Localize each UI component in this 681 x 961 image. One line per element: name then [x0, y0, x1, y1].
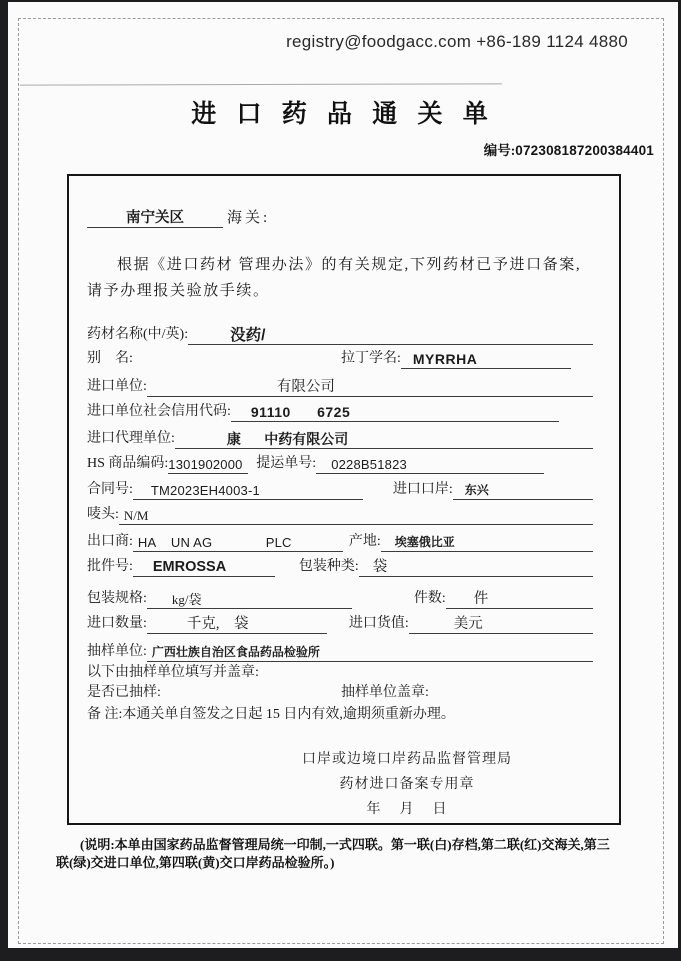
sampling-unit-value: 广西壮族自治区食品药品检验所 [151, 645, 320, 659]
sampled-seal-row [87, 683, 593, 703]
pieces-label: 件数: [413, 591, 446, 606]
sampling-seal-label: 抽样单位盖章: [341, 685, 429, 700]
customs-region-field [87, 208, 223, 228]
quantity-value: 千克, 袋 [186, 616, 249, 632]
customs-office-row [87, 204, 593, 228]
origin-label: 产地: [348, 534, 381, 549]
agent-field [175, 429, 593, 449]
credit-code-field [231, 402, 559, 422]
signature-block [285, 747, 529, 822]
quantity-label: 进口数量: [87, 616, 147, 631]
sampled-label: 是否已抽样: [87, 685, 161, 700]
sampling-unit-field [147, 642, 593, 662]
package-type-value: 袋 [372, 559, 388, 575]
customs-region-value: 南宁关区 [126, 210, 184, 226]
approval-no-label: 批件号: [87, 559, 133, 574]
pieces-value: 件 [473, 591, 489, 607]
package-type-field [359, 557, 593, 577]
port-value: 东兴 [464, 483, 489, 497]
goods-value-field [409, 614, 593, 634]
field-row-contract-port [87, 478, 593, 500]
field-row-drug-name [87, 323, 593, 345]
form-box [67, 174, 621, 825]
quantity-field [147, 614, 327, 634]
header-divider-line [20, 83, 502, 85]
agent-label: 进口代理单位: [87, 431, 175, 446]
intro-paragraph: 根据《进口药材 管理办法》的有关规定,下列药材已予进口备案,请予办理报关验放手续。 [87, 257, 582, 299]
field-row-shipping-mark [87, 503, 593, 525]
field-row-importer [87, 375, 593, 397]
footer-instructions: (说明:本单由国家药品监督管理局统一印制,一式四联。第一联(白)存档,第二联(红)交海关,第三联(绿)交进口单位,第四联(黄)交口岸药品检验所。) [56, 837, 610, 870]
bill-no-value: 0228B51823 [331, 457, 407, 472]
field-row-quantity-value [87, 612, 593, 634]
sampling-section-note [87, 663, 593, 683]
field-row-exporter-origin [87, 530, 593, 552]
drug-name-field [188, 325, 593, 345]
shipping-mark-value: N/M [123, 508, 149, 523]
field-row-credit-code [87, 400, 593, 422]
package-spec-field [147, 589, 352, 609]
approval-no-value: EMROSSA [152, 559, 227, 575]
origin-field [381, 532, 593, 552]
goods-value-value: 美元 [453, 616, 483, 632]
latin-name-field [401, 349, 571, 369]
date-line: 年 月 日 [366, 802, 448, 817]
hs-code-value: 1301902000 [168, 457, 243, 472]
exporter-value: HA UN AG PLC [137, 535, 292, 550]
latin-name-label: 拉丁学名: [341, 351, 401, 366]
drug-name-label: 药材名称(中/英): [87, 327, 189, 342]
authority-name: 口岸或边境口岸药品监督管理局 [302, 752, 512, 767]
serial-number: 072308187200384401 [515, 143, 654, 158]
bill-no-label: 提运单号: [256, 456, 317, 471]
field-row-hs-bill [87, 452, 593, 474]
port-label: 进口口岸: [392, 482, 453, 497]
package-type-label: 包装种类: [298, 559, 359, 574]
document-title: 进 口 药 品 通 关 单 [191, 101, 495, 128]
field-row-spec-pieces [87, 587, 593, 609]
bill-no-field [316, 454, 544, 474]
field-row-sampling-unit [87, 640, 593, 662]
remark-text: 本通关单自签发之日起 15 日内有效,逾期须重新办理。 [122, 707, 455, 722]
field-row-agent [87, 427, 593, 449]
field-row-alias-latin [87, 347, 593, 369]
port-field [453, 480, 593, 500]
seal-name: 药材进口备案专用章 [339, 777, 475, 792]
shipping-mark-field [119, 505, 593, 525]
latin-name-value: MYRRHA [412, 351, 478, 367]
contract-no-value: TM2023EH4003-1 [150, 483, 260, 498]
hs-code-label: HS 商品编码: [87, 456, 169, 471]
package-spec-value: kg/袋 [171, 592, 202, 607]
alias-label: 别 名: [87, 351, 133, 366]
importer-field [147, 377, 593, 397]
serial-label: 编号: [483, 143, 516, 158]
drug-name-value: 没药/ [230, 327, 266, 344]
agent-value: 康 中药有限公司 [226, 431, 349, 447]
contract-no-label: 合同号: [87, 482, 133, 497]
exporter-label: 出口商: [87, 534, 133, 549]
credit-code-label: 进口单位社会信用代码: [87, 404, 231, 419]
remark-row [87, 705, 593, 725]
package-spec-label: 包装规格: [87, 591, 147, 606]
exporter-field [133, 532, 343, 552]
credit-code-value: 91110 6725 [250, 404, 351, 420]
goods-value-label: 进口货值: [348, 616, 409, 631]
scanned-document-page [8, 2, 678, 948]
customs-suffix-label: 海关: [227, 210, 271, 226]
sampling-section-text: 以下由抽样单位填写并盖章: [87, 665, 259, 680]
pieces-field [446, 589, 593, 609]
importer-value: 有限公司 [276, 379, 335, 395]
contact-header: registry@foodgacc.com +86-189 1124 4880 [286, 32, 628, 51]
serial-number-line [8, 139, 678, 159]
hs-code-field [168, 454, 248, 474]
approval-no-field [133, 557, 275, 577]
origin-value: 埃塞俄比亚 [394, 535, 455, 549]
sampling-unit-label: 抽样单位: [87, 644, 147, 659]
field-row-approval-package [87, 555, 593, 577]
remark-label: 备 注: [87, 707, 123, 722]
contract-no-field [133, 480, 363, 500]
shipping-mark-label: 唛头: [87, 507, 119, 522]
importer-label: 进口单位: [87, 379, 147, 394]
